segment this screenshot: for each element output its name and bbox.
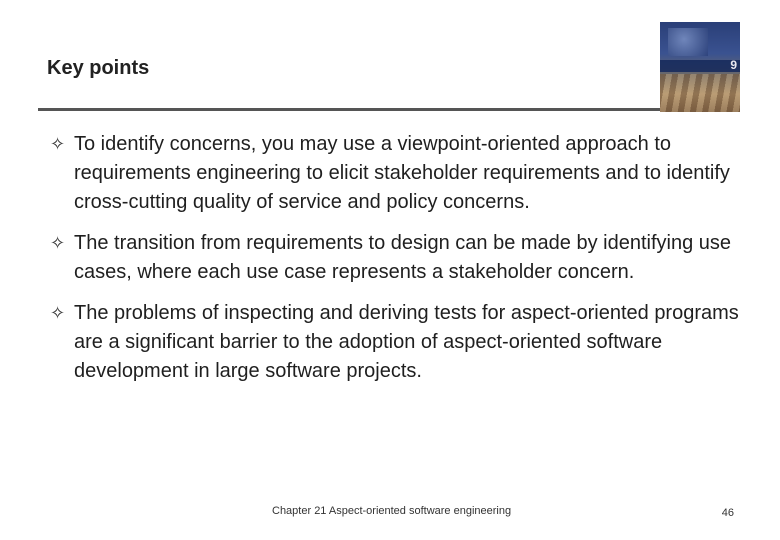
bullet-text: To identify concerns, you may use a viewpoint-oriented approach to requirements engineering to elicit stakeholder requirements and to identify cross-cutting quality of service and policy concerns. (74, 133, 730, 213)
cover-sculpture (660, 74, 740, 112)
cover-title-band (660, 60, 740, 72)
bullet-text: The problems of inspecting and deriving tests for aspect-oriented programs are a significant barrier to the adoption of aspect-oriented software development in large software projects. (74, 302, 739, 382)
footer-chapter-label: Chapter 21 Aspect-oriented software engineering (272, 505, 512, 517)
bullet-item (50, 299, 740, 386)
slide-title: Key points (47, 57, 150, 79)
bullet-item (50, 130, 740, 217)
bullet-star-icon: ✧ (50, 303, 66, 324)
cover-edition-number: 9 (730, 58, 737, 72)
title-divider (38, 108, 660, 111)
bullet-item (50, 229, 740, 287)
bullet-star-icon: ✧ (50, 134, 66, 155)
page-number: 46 (721, 507, 734, 519)
book-cover-image (660, 22, 740, 112)
bullet-star-icon: ✧ (50, 233, 66, 254)
cover-sky (668, 28, 708, 56)
bullet-text: The transition from requirements to design can be made by identifying use cases, where each use case represents a stakeholder concern. (74, 232, 732, 283)
bullet-list (50, 130, 740, 398)
